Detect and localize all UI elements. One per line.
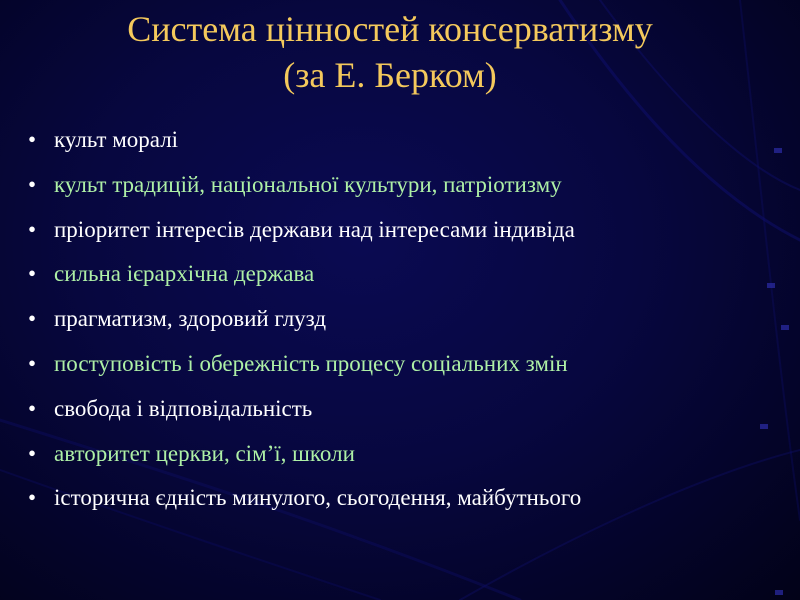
bullet-icon: •	[28, 216, 37, 242]
list-item-traditions	[28, 163, 581, 208]
bullet-icon: •	[28, 440, 37, 466]
bullet-icon: •	[28, 261, 37, 287]
bullet-icon: •	[28, 127, 37, 152]
list-item-text: поступовість і обережність процесу соціальних змін	[54, 350, 568, 376]
list-item-text: сильна ієрархічна держава	[54, 261, 315, 287]
list-item-historical-unity	[28, 476, 581, 521]
list-item-text: пріоритет інтересів держави над інтересами індивіда	[54, 216, 575, 242]
bullet-icon: •	[28, 395, 37, 421]
slide-title-line-1: Система цінностей консерватизму	[127, 9, 653, 49]
list-item-authority	[28, 432, 581, 477]
list-item-strong-state	[28, 252, 581, 297]
list-item-state-priority	[28, 208, 581, 253]
list-item-text: культ моралі	[54, 127, 179, 152]
value-list	[28, 118, 581, 521]
list-item-text: авторитет церкви, сім’ї, школи	[54, 440, 355, 466]
list-item-text: історична єдність минулого, сьогодення, майбутнього	[54, 485, 582, 511]
bullet-icon: •	[28, 485, 37, 511]
list-item-freedom	[28, 387, 581, 432]
bullet-icon: •	[28, 171, 37, 197]
list-item-morality	[28, 118, 581, 163]
bullet-icon: •	[28, 350, 37, 376]
list-item-text: прагматизм, здоровий глузд	[54, 306, 327, 332]
list-item-pragmatism	[28, 297, 581, 342]
list-item-gradualism	[28, 342, 581, 387]
slide-title-line-2: (за Е. Берком)	[283, 55, 497, 95]
bullet-icon: •	[28, 306, 37, 332]
list-item-text: свобода і відповідальність	[54, 395, 313, 421]
slide-title	[0, 6, 780, 98]
list-item-text: культ традицій, національної культури, патріотизму	[54, 171, 562, 197]
